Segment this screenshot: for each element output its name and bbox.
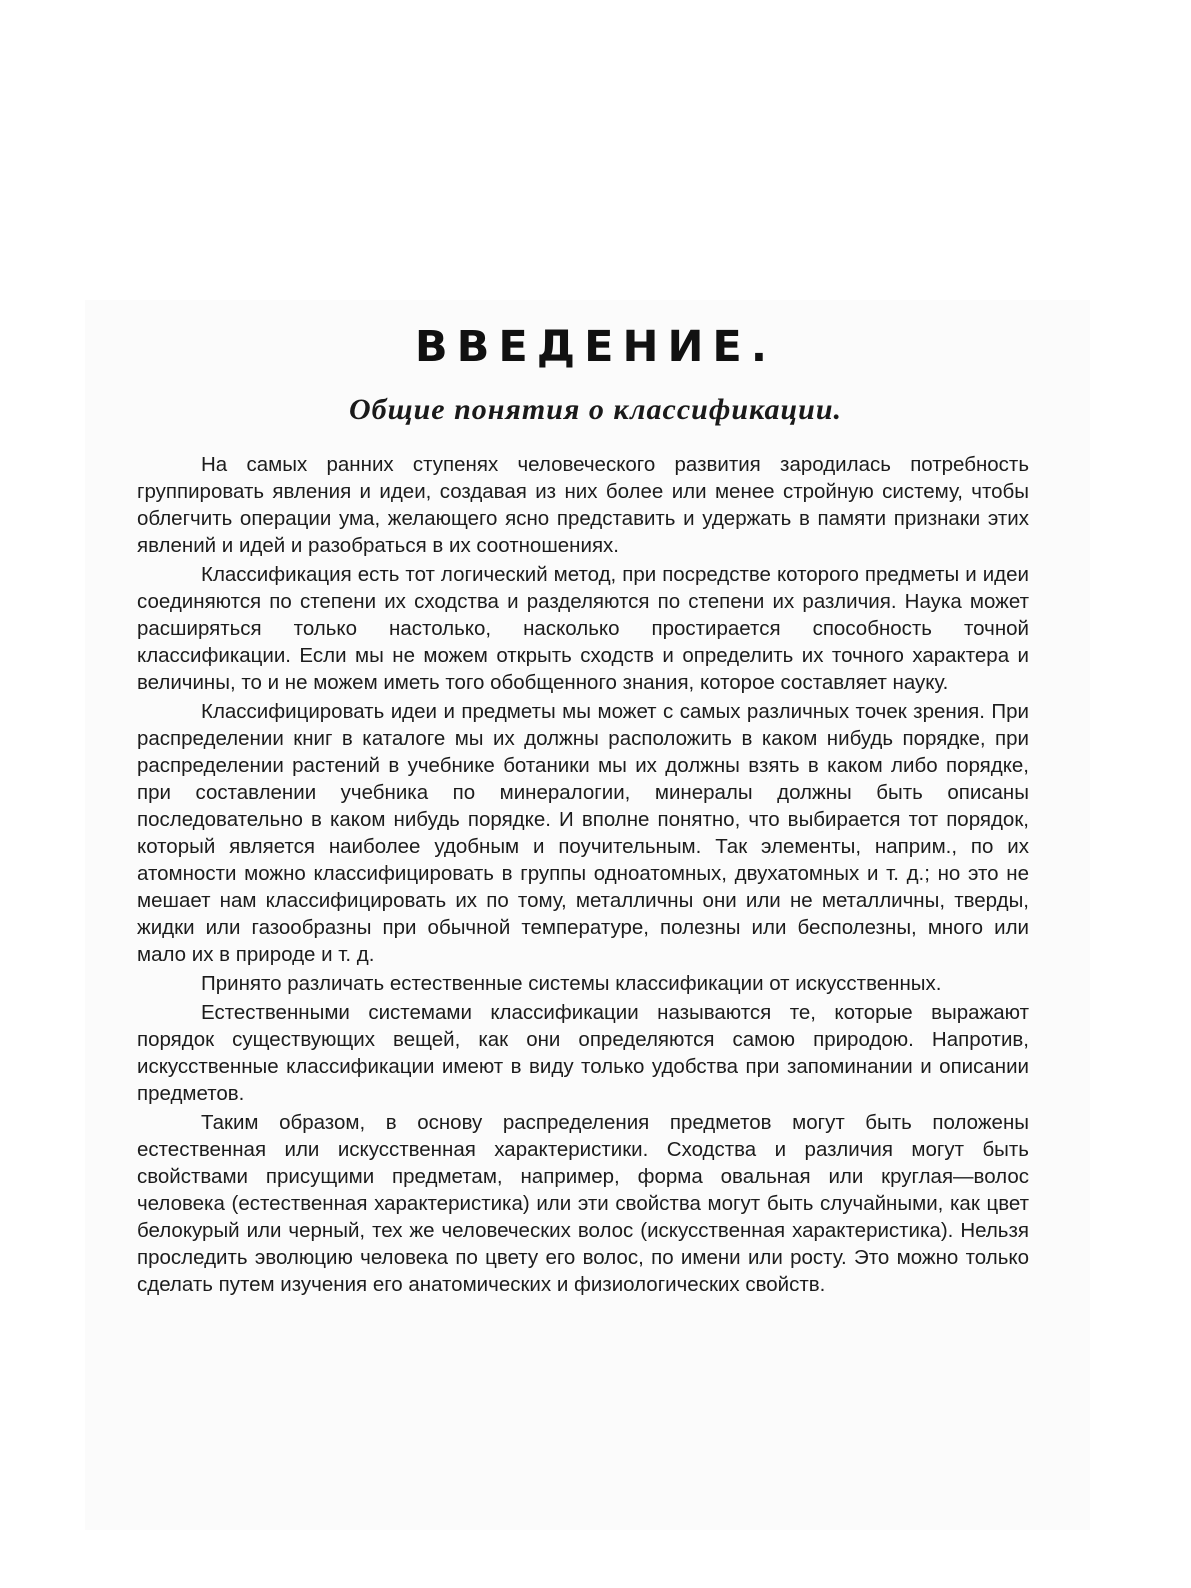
body-text [137, 451, 1029, 1300]
paragraph: Принято различать естественные системы классификации от искусственных. [201, 972, 942, 995]
chapter-title: ВВЕДЕНИЕ. [414, 322, 777, 372]
paragraph: Естественными системами классификации называются те, которые выражают порядок существующих вещей, как они определяются самою природою. Напротив, искусственные классификации имеют в виду только удобства при запоминании и описании предметов. [137, 1001, 1029, 1105]
paragraph: Таким образом, в основу распределения предметов могут быть положены естественная или искусственная характеристики. Сходства и различия могут быть свойствами присущими предметам, например, форма овальная или круглая—волос человека (естественная характеристика) или эти свойства могут быть случайными, как цвет белокурый или черный, тех же человеческих волос (искусственная характеристика). Нельзя проследить эволюцию человека по цвету его волос, по имени или росту. Это можно только сделать путем изучения его анатомических и физиологических свойств. [137, 1111, 1029, 1296]
paragraph: Классифицировать идеи и предметы мы может с самых различных точек зрения. При распределении книг в каталоге мы их должны расположить в каком нибудь порядке, при распределении растений в учебнике ботаники мы их должны взять в каком либо порядке, при составлении учебника по минералогии, минералы должны быть описаны последовательно в каком нибудь порядке. И вполне понятно, что выбирается тот порядок, который является наиболее удобным и поучительным. Так элементы, наприм., по их атомности можно классифицировать в группы одноатомных, двухатомных и т. д.; но это не мешает нам классифицировать их по тому, металличны они или не металличны, тверды, жидки или газообразны при обычной температуре, полезны или бесполезны, много или мало их в природе и т. д. [137, 700, 1029, 966]
paragraph: На самых ранних ступенях человеческого развития зародилась потребность группировать явления и идеи, создавая из них более или менее стройную систему, чтобы облегчить операции ума, желающего ясно представить и удержать в памяти признаки этих явлений и идей и разобраться в их соотношениях. [137, 453, 1029, 557]
paragraph: Классификация есть тот логический метод, при посредстве которого предметы и идеи соединяются по степени их сходства и разделяются по степени их различия. Наука может расширяться только настолько, насколько простирается способность точной классификации. Если мы не можем открыть сходств и определить их точного характера и величины, то и не можем иметь того обобщенного знания, которое составляет науку. [137, 563, 1029, 694]
chapter-subtitle: Общие понятия о классификации. [348, 393, 843, 426]
